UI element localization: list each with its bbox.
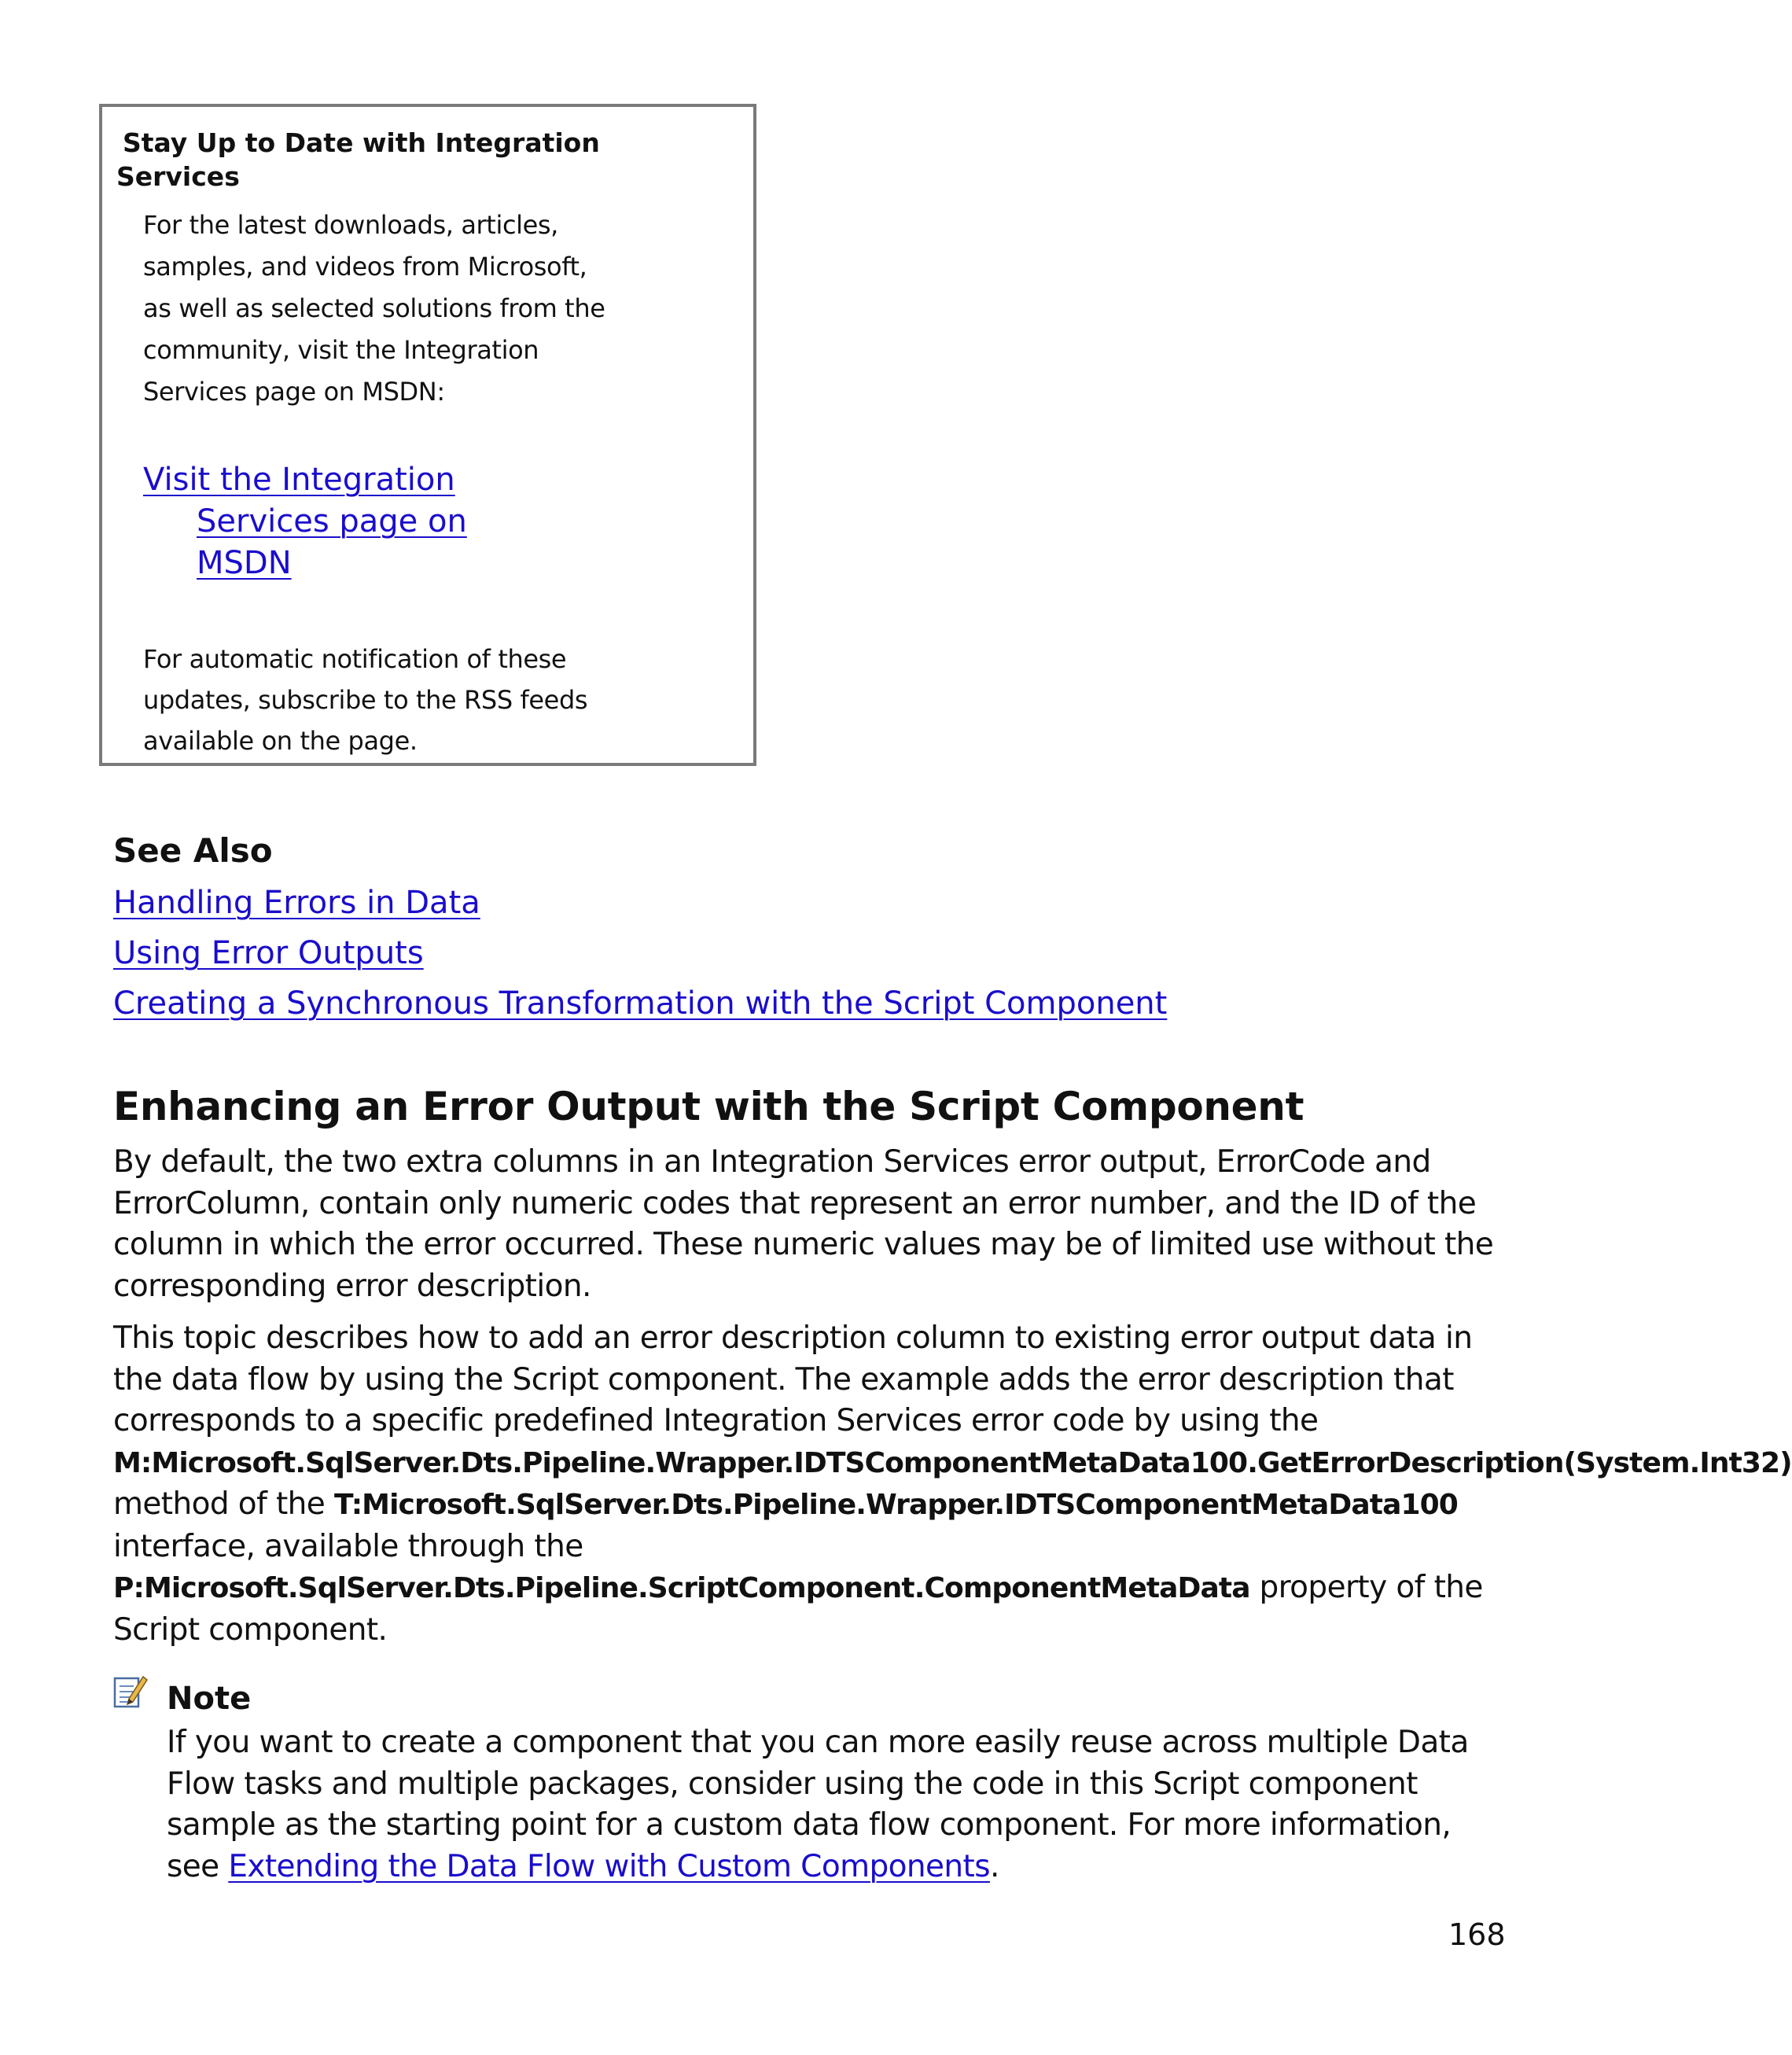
description-paragraph: This topic describes how to add an error description column to existing error output data in the data flow by using the Script component. The example adds the error description that corresponds to a specific predefined Integration Services error code by using the M:Microsoft.SqlServer.Dts.Pipeline.Wrapper.IDTSComponentMetaData100.GetErrorDescription(System.Int32) method of the T:Microsoft.SqlServer.Dts.Pipeline.Wrapper.IDTSComponentMetaData100 interface, available through the P:Microsoft.SqlServer.Dts.Pipeline.ScriptComponent.ComponentMetaData property of the Script component.: [113, 1320, 1792, 1648]
msdn-integration-services-link[interactable]: Visit the Integration Services page on MSDN: [143, 462, 467, 581]
see-also-link-synchronous-transformation[interactable]: Creating a Synchronous Transformation with the Script Component: [113, 985, 1168, 1022]
see-also-list: [113, 878, 1167, 1029]
callout-rss-text: For automatic notification of these updates, subscribe to the RSS feeds available on the page.: [143, 644, 588, 756]
integration-services-callout-box: [99, 104, 756, 766]
extending-data-flow-link[interactable]: Extending the Data Flow with Custom Components: [228, 1848, 990, 1884]
component-metadata-interface-ref: T:Microsoft.SqlServer.Dts.Pipeline.Wrapper.IDTSComponentMetaData100: [334, 1489, 1458, 1521]
callout-title: Stay Up to Date with Integration Services: [116, 127, 600, 192]
note-body: If you want to create a component that you can more easily reuse across multiple Data Flow tasks and multiple packages, consider using the code in this Script component sample as the starting point for a custom data flow component. For more information, see Extending the Data Flow with Custom Components.: [167, 1725, 1469, 1884]
note-pencil-icon: [113, 1674, 148, 1708]
see-also-link-handling-errors[interactable]: Handling Errors in Data: [113, 885, 480, 921]
see-also-heading: See Also: [113, 831, 273, 870]
intro-paragraph: By default, the two extra columns in an Integration Services error output, ErrorCode and ErrorColumn, contain only numeric codes that represent an error number, and the ID of the column in which the error occurred. These numeric values may be of limited use without the corresponding error description.: [113, 1144, 1494, 1304]
section-heading: Enhancing an Error Output with the Script Component: [113, 1084, 1304, 1129]
get-error-description-method-ref: M:Microsoft.SqlServer.Dts.Pipeline.Wrapper.IDTSComponentMetaData100.GetErrorDescription(System.Int32): [113, 1446, 1792, 1479]
note-title: Note: [167, 1681, 252, 1717]
callout-intro-text: For the latest downloads, articles, samples, and videos from Microsoft, as well as selected solutions from the community, visit the Integration Services page on MSDN:: [143, 210, 605, 407]
page-number: 168: [1448, 1917, 1506, 1952]
see-also-link-error-outputs[interactable]: Using Error Outputs: [113, 935, 424, 971]
component-metadata-property-ref: P:Microsoft.SqlServer.Dts.Pipeline.ScriptComponent.ComponentMetaData: [113, 1572, 1250, 1604]
